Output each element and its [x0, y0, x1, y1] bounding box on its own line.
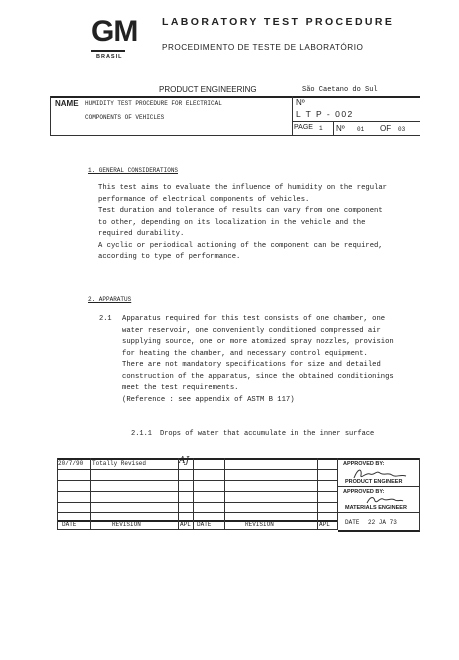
section-2-1-num: 2.1 — [99, 315, 112, 323]
title-en: LABORATORY TEST PROCEDURE — [162, 16, 395, 28]
page-total: 03 — [398, 126, 406, 133]
s21-line: supplying source, one or more atomized spray nozzles, provision — [122, 338, 394, 346]
footer-apl-2: APL — [319, 521, 330, 528]
s1-line: performance of electrical components of vehicles. — [98, 195, 310, 204]
section-1-body — [98, 183, 387, 264]
s1-line: Test duration and tolerance of results can vary from one component — [98, 207, 383, 215]
s1-line: required durability. — [98, 230, 185, 238]
footer-revision: REVISION — [112, 521, 141, 528]
s21-line: Apparatus required for this test consists of one chamber, one — [122, 315, 386, 323]
no-label: Nº — [296, 98, 305, 107]
of-label: OF — [380, 124, 392, 133]
section-2-heading: 2. APPARATUS — [88, 296, 132, 303]
no-label-2: Nº — [336, 124, 345, 133]
footer-date-2: DATE — [197, 521, 212, 528]
approved-by-label-2: APPROVED BY: — [343, 489, 385, 495]
approval-date-value: 22 JA 73 — [368, 519, 397, 526]
section-2-1-1-text: Drops of water that accumulate in the inner surface — [160, 430, 375, 438]
approved-by-label-1: APPROVED BY: — [343, 461, 385, 467]
name-label: NAME — [55, 99, 79, 108]
footer-date: DATE — [62, 521, 77, 528]
role-1: PRODUCT ENGINEER — [345, 479, 403, 485]
s1-line: A cyclic or periodical actioning of the component can be required, — [98, 241, 383, 250]
gm-logo — [89, 15, 138, 62]
name-line2: COMPONENTS OF VEHICLES — [85, 114, 165, 121]
role-2: MATERIALS ENGINEER — [345, 505, 407, 511]
page-no: 01 — [357, 126, 365, 133]
footer-revision-2: REVISION — [245, 521, 274, 528]
page-label: PAGE — [294, 124, 313, 131]
s21-line: for heating the chamber, and necessary control equipment. — [122, 349, 368, 358]
name-line1: HUMIDITY TEST PROCEDURE FOR ELECTRICAL — [85, 100, 222, 107]
logo-sub: BRASIL — [96, 54, 123, 60]
location: São Caetano do Sul — [302, 86, 378, 94]
department: PRODUCT ENGINEERING — [159, 85, 257, 94]
footer-apl: APL — [180, 521, 191, 528]
s1-line: according to type of performance. — [98, 253, 241, 261]
section-1-heading: 1. GENERAL CONSIDERATIONS — [88, 167, 179, 174]
s21-line: construction of the apparatus, since the obtained conditionings — [122, 372, 394, 381]
revision-date: 20/7/90 — [58, 460, 84, 467]
approval-date-label: DATE — [345, 519, 360, 526]
page-value: 1 — [319, 125, 323, 132]
title-pt: PROCEDIMENTO DE TESTE DE LABORATÓRIO — [162, 43, 364, 52]
logo-mark: GM — [91, 15, 138, 48]
s1-line: to other, depending on its localization in the vehicle and the — [98, 218, 366, 227]
revision-text: Totally Revised — [92, 460, 147, 467]
revision-apl-signature: AJ — [179, 456, 190, 466]
section-2-1-1-num: 2.1.1 — [131, 430, 153, 438]
s21-line: water reservoir, one conveniently conditioned compressed air — [122, 326, 381, 335]
section-2-1-body — [122, 314, 394, 406]
doc-number: L T P - 002 — [296, 109, 354, 119]
s21-line: (Reference : see appendix of ASTM B 117) — [122, 395, 295, 404]
s21-line: There are not mandatory specifications for size and detailed — [122, 361, 381, 369]
s1-line: This test aims to evaluate the influence of humidity on the regular — [98, 184, 387, 192]
s21-line: meet the test requirements. — [122, 384, 239, 392]
